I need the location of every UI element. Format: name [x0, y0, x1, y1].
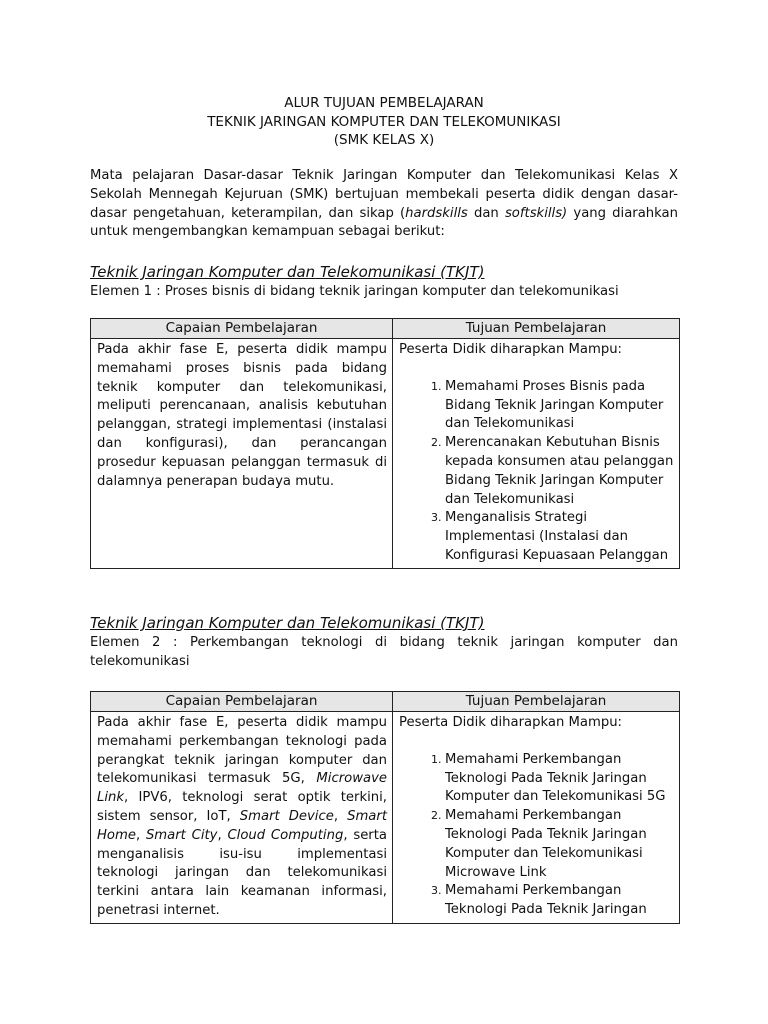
intro-text-2: yang diarahkan untuk mengembangkan kemampuan sebagai berikut:	[90, 205, 678, 240]
column-header-capaian: Capaian Pembelajaran	[91, 692, 393, 712]
table-header-row	[91, 319, 680, 339]
section-1-heading: Teknik Jaringan Komputer dan Telekomunikasi (TKJT)	[90, 263, 485, 281]
column-header-tujuan: Tujuan Pembelajaran	[393, 692, 680, 712]
section-2-heading: Teknik Jaringan Komputer dan Telekomunikasi (TKJT)	[90, 614, 485, 632]
tujuan-list	[399, 751, 674, 920]
section-1-elemen: Elemen 1 : Proses bisnis di bidang teknik jaringan komputer dan telekomunikasi	[90, 284, 619, 299]
title-line-3: (SMK KELAS X)	[333, 132, 435, 148]
tujuan-cell	[393, 339, 680, 569]
section-2-elemen-line-2: telekomunikasi	[90, 654, 190, 669]
list-item: 3. Menganalisis Strategi Implementasi (Instalasi dan Konfigurasi Kepuasaan Pelanggan	[445, 509, 674, 565]
title-line-1: ALUR TUJUAN PEMBELAJARAN	[284, 95, 484, 111]
capaian-text: Pada akhir fase E, peserta didik mampu memahami perkembangan teknologi pada perangkat teknik jaringan komputer dan telekomunikasi termasuk 5G, Microwave Link, IPV6, teknologi serat optik terkini, sistem sensor, IoT, Smart Device, Smart Home, Smart City, Cloud Computing, serta menganalisis isu-isu implementasi teknologi jaringan dan telekomunikasi terkini antara lain keamanan informasi, penetrasi internet.	[97, 715, 387, 918]
intro-dan: dan	[467, 205, 505, 221]
column-header-tujuan: Tujuan Pembelajaran	[393, 319, 680, 339]
list-item: 3. Memahami Perkembangan Teknologi Pada Teknik Jaringan	[445, 882, 674, 920]
list-item: 2. Memahami Perkembangan Teknologi Pada Teknik Jaringan Komputer dan Telekomunikasi Microwave Link	[445, 807, 674, 882]
title-line-2: TEKNIK JARINGAN KOMPUTER DAN TELEKOMUNIKASI	[207, 113, 561, 130]
list-item: 2. Merencanakan Kebutuhan Bisnis kepada konsumen atau pelanggan Bidang Teknik Jaringan Komputer dan Telekomunikasi	[445, 434, 674, 509]
table-row	[91, 712, 680, 924]
document-title	[90, 94, 678, 150]
tujuan-intro: Peserta Didik diharapkan Mampu:	[399, 342, 622, 357]
column-header-capaian: Capaian Pembelajaran	[91, 319, 393, 339]
list-item: 1. Memahami Proses Bisnis pada Bidang Teknik Jaringan Komputer dan Telekomunikasi	[445, 378, 674, 434]
capaian-cell	[91, 712, 393, 924]
list-item: 1. Memahami Perkembangan Teknologi Pada Teknik Jaringan Komputer dan Telekomunikasi 5G	[445, 751, 674, 807]
table-header-row	[91, 692, 680, 712]
intro-hardskills: hardskills	[405, 205, 468, 221]
intro-paragraph	[90, 167, 678, 242]
intro-text-1: Mata pelajaran Dasar-dasar Teknik Jaringan Komputer dan Telekomunikasi Kelas X Sekolah Mennegah Kejuruan (SMK) bertujuan membekali peserta didik dengan dasar-dasar pengetahuan, keterampilan, dan sikap (	[90, 168, 678, 221]
capaian-text: Pada akhir fase E, peserta didik mampu memahami proses bisnis pada bidang teknik komputer dan telekomunikasi, meliputi perencanaan, analisis kebutuhan pelanggan, strategi implementasi (instalasi dan konfigurasi), dan perancangan prosedur kepuasan pelanggan termasuk di dalamnya penerapan budaya mutu.	[97, 342, 387, 489]
section-1-table	[90, 318, 680, 569]
tujuan-cell	[393, 712, 680, 924]
table-row	[91, 339, 680, 569]
tujuan-list	[399, 378, 674, 566]
section-2-elemen-line-1: Elemen 2 : Perkembangan teknologi di bidang teknik jaringan komputer dan	[90, 635, 678, 650]
section-2-table	[90, 691, 680, 924]
tujuan-intro: Peserta Didik diharapkan Mampu:	[399, 715, 622, 730]
intro-softskills: softskills)	[504, 205, 568, 221]
capaian-cell	[91, 339, 393, 569]
